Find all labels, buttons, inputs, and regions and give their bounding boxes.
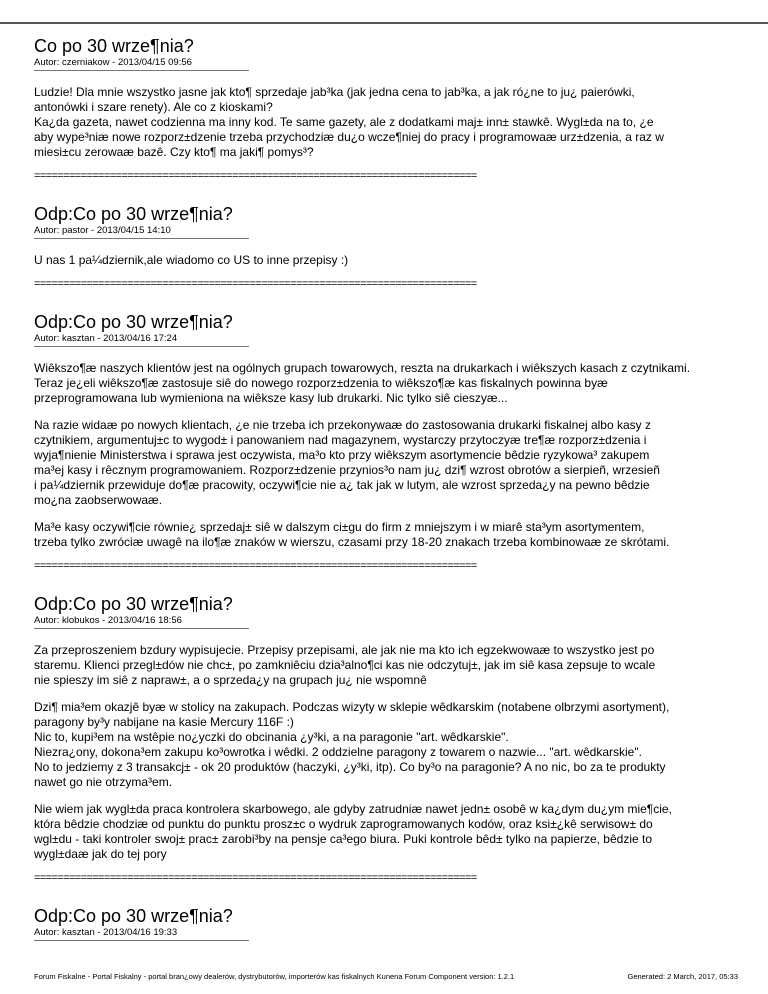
author-divider: [34, 628, 249, 629]
post-paragraph: Na razie widaæ po nowych klientach, ¿e nie trzeba ich przekonywaæ do zastosowania drukarki fiskalnej albo kasy z czytnikiem, argumentuj±c to wygod± i panowaniem nad magazynem, wystarczy przytoczyæ tre¶æ rozporz±dzenia i wyja¶nienie Ministerstwa i sprawa jest oczywista, ma³o kto przy wiêkszym asortymencie bêdzie ryzykowa³ zakupem ma³ej kasy i rêcznym programowaniem. Rozporz±dzenie przynios³o nam ju¿ dzi¶ wzrost obrotów a sierpieñ, wrzesieñ i pa¼dziernik przewiduje do¶æ pracowity, oczywi¶cie nie a¿ tak jak w lutym, ale wzrost sprzeda¿y na pewno bêdzie mo¿na zaobserwowaæ.: [34, 418, 660, 507]
post-paragraph: Dzi¶ mia³em okazjê byæ w stolicy na zakupach. Podczas wizyty w sklepie wêdkarskim (notabene olbrzymi asortyment), paragony by³y nabijane na kasie Mercury 116F :) Nic to, kupi³em na wstêpie no¿yczki do obcinania ¿y³ki, a na paragonie "art. wêdkarskie". Niezra¿ony, dokona³em zakupu ko³owrotka i wêdki. 2 oddzielne paragony z towarem o nazwie... "art. wêdkarskie". No to jedziemy z 3 transakcj± - ok 20 produktów (haczyki, ¿y³ki, itp). Co by³o na paragonie? A no nic, bo za te produkty nawet go nie otrzyma³em.: [34, 700, 670, 789]
post-title: Odp:Co po 30 wrze¶nia?: [34, 594, 233, 614]
post: [34, 906, 754, 941]
post: [34, 594, 754, 884]
post-author: Autor: klobukos - 2013/04/16 18:56: [34, 615, 182, 626]
post-body: [34, 253, 754, 268]
post-separator: ============================================================================: [34, 170, 477, 182]
footer-site-name: [34, 972, 514, 981]
post-paragraph: Ludzie! Dla mnie wszystko jasne jak kto¶ sprzedaje jab³ka (jak jedna cena to jab³ka, a jak ró¿ne to ju¿ paierówki, antonówki i szare renety). Ale co z kioskami? Ka¿da gazeta, nawet codzienna ma inny kod. Te same gazety, ale z dodatkami maj± inn± stawkê. Wygl±da na to, ¿e aby wype³niæ nowe rozporz±dzenie trzeba przychodziæ du¿o wcze¶niej do pracy i programowaæ urz±dzenia, a raz w miesi±cu zerowaæ bazê. Czy kto¶ ma jaki¶ pomys³?: [34, 85, 664, 159]
post-author: Autor: pastor - 2013/04/15 14:10: [34, 225, 171, 236]
author-divider: [34, 70, 249, 71]
thread-content: [34, 36, 754, 963]
post-title: Odp:Co po 30 wrze¶nia?: [34, 312, 233, 332]
post-author: Autor: kasztan - 2013/04/16 19:33: [34, 927, 178, 938]
post-separator: ============================================================================: [34, 560, 477, 572]
author-divider: [34, 238, 249, 239]
post-body: [34, 643, 754, 862]
footer-component-version: Kunena Forum Component version: 1.2.1: [376, 972, 515, 981]
footer-generated: Generated: 2 March, 2017, 05:33: [627, 972, 738, 981]
post-body: [34, 361, 754, 550]
post-author: Autor: czerniakow - 2013/04/15 09:56: [34, 57, 192, 68]
author-divider: [34, 346, 249, 347]
author-divider: [34, 940, 249, 941]
post-body: [34, 85, 754, 160]
post-author: Autor: kasztan - 2013/04/16 17:24: [34, 333, 178, 344]
post-paragraph: Ma³e kasy oczywi¶cie równie¿ sprzedaj± siê w dalszym ci±gu do firm z mniejszym i w miarê sta³ym asortymentem, trzeba tylko zwróciæ uwagê na ilo¶æ znaków w wierszu, czasami przy 18-20 znakach trzeba kombinowaæ ze skrótami.: [34, 520, 670, 549]
post-separator: ============================================================================: [34, 872, 477, 884]
post-separator: ============================================================================: [34, 278, 477, 290]
post-paragraph: U nas 1 pa¼dziernik,ale wiadomo co US to inne przepisy :): [34, 253, 349, 267]
footer-site-text: Forum Fiskalne - Portal Fiskalny - portal bran¿owy dealerów, dystrybutorów, importerów kas fiskalnych: [34, 972, 375, 981]
top-rule: [0, 22, 768, 24]
post: [34, 36, 754, 182]
post-paragraph: Wiêkszo¶æ naszych klientów jest na ogólnych grupach towarowych, reszta na drukarkach i wiêkszych kasach z czytnikami. Teraz je¿eli wiêkszo¶æ zastosuje siê do nowego rozporz±dzenia to wiêkszo¶æ kas fiskalnych powinna byæ przeprogramowana lub wymieniona na wiêksze kasy lub drukarki. Nic tylko siê cieszyæ...: [34, 361, 691, 405]
post-title: Odp:Co po 30 wrze¶nia?: [34, 906, 233, 926]
post-paragraph: Nie wiem jak wygl±da praca kontrolera skarbowego, ale gdyby zatrudniæ nawet jedn± osobê w ka¿dym du¿ym mie¶cie, która bêdzie chodziæ od punktu do punktu prosz±c o wydruk zaprogramowanych kodów, oraz ksi±¿kê serwisow± do wgl±du - taki kontroler swoj± prac± zarobi³by na pensje ca³ego biura. Puki kontrole bêd± tylko na papierze, bêdzie to wygl±daæ jak do tej pory: [34, 802, 672, 861]
post: [34, 312, 754, 572]
post-paragraph: Za przeproszeniem bzdury wypisujecie. Przepisy przepisami, ale jak nie ma kto ich egzekwowaæ to wszystko jest po staremu. Klienci przegl±dów nie chc±, po zamkniêciu dzia³alno¶ci kas nie odczytuj±, jak im siê kasa zepsuje to wcale nie spieszy im siê z napraw±, a o sprzeda¿y na grupach ju¿ nie wspomnê: [34, 643, 656, 687]
post-title: Odp:Co po 30 wrze¶nia?: [34, 204, 233, 224]
post-title: Co po 30 wrze¶nia?: [34, 36, 194, 56]
post: [34, 204, 754, 290]
